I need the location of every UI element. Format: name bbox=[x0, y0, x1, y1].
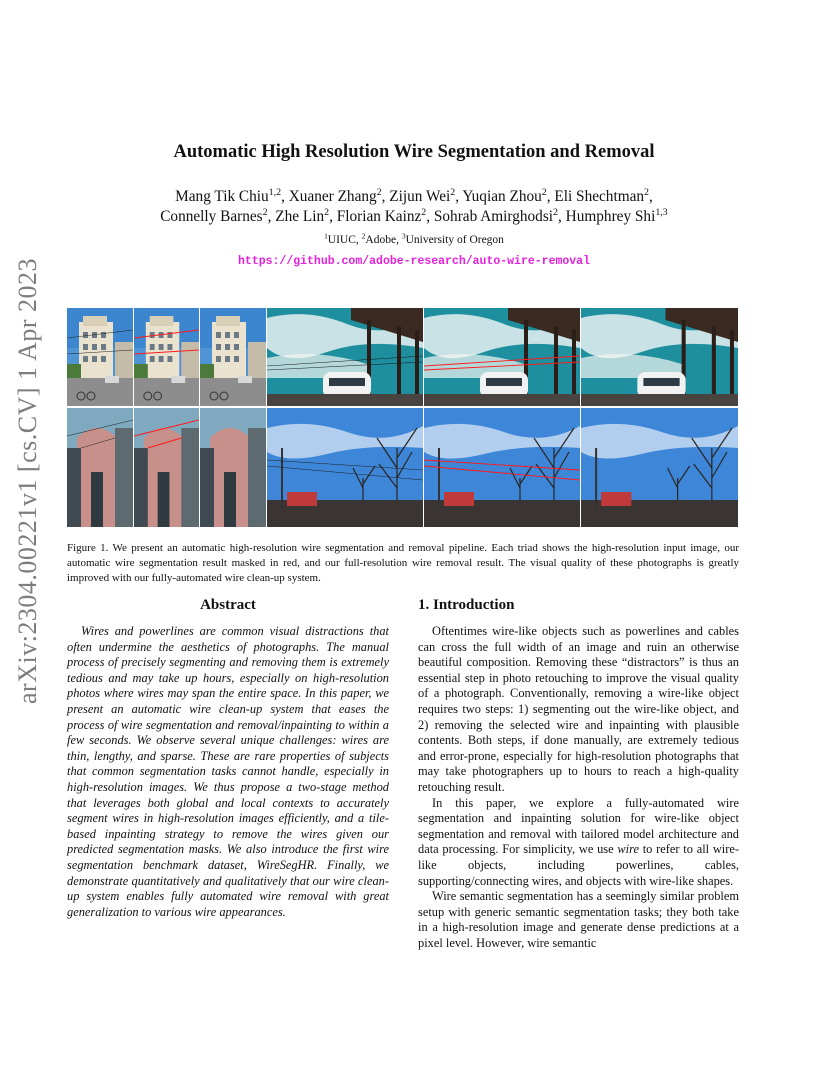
teaser-figure bbox=[67, 308, 738, 527]
author: Florian Kainz$^2$ bbox=[336, 207, 427, 225]
intro-paragraph-2: In this paper, we explore a fully-automated wire segmentation and inpainting solution for wire-like object segmentation and removal with tailored model architecture and data processing. For simplicity, we use wire to refer to all wire-like objects, including powerlines, cables, supporting/connecting wires, and objects with wire-like shapes. bbox=[418, 795, 739, 888]
introduction-body bbox=[418, 624, 739, 951]
repository-link[interactable]: https://github.com/adobe-research/auto-wire-removal bbox=[238, 255, 590, 268]
abstract-heading: Abstract bbox=[200, 597, 256, 613]
author: Sohrab Amirghodsi$^2$ bbox=[433, 207, 559, 225]
train-removal-photo bbox=[581, 308, 738, 406]
author: Zijun Wei$^2$ bbox=[389, 187, 456, 205]
trees-mask-photo bbox=[424, 408, 580, 527]
building-mask-photo bbox=[134, 308, 199, 406]
pink-sky-removal-photo bbox=[200, 408, 266, 527]
author: Mang Tik Chiu$^{1,2}$ bbox=[175, 187, 282, 205]
figure-caption: Figure 1. We present an automatic high-resolution wire segmentation and removal pipeline. Each triad shows the high-resolution input image, our automatic wire segmentation result masked in red, and our full-resolution wire removal result. The visual quality of these photographs is greatly improved with our fully-automated wire clean-up system. bbox=[67, 542, 739, 584]
intro-paragraph-1: Oftentimes wire-like objects such as powerlines and cables can cross the full width of an image and ruin an otherwise beautiful composition. Removing these “distractors” is thus an essential step in photo retouching to improve the visual quality of a photograph. Conventionally, removing a wire-like object requires two steps: 1) segmenting out the wire-like object, and 2) removing the selected wire and inpainting with plausible contents. Both steps, if done manually, are extremely tedious and error-prone, especially for high-resolution photographs that may take photographers up to hours to reach a high-quality retouching result. bbox=[418, 624, 739, 794]
trees-input-photo bbox=[267, 408, 423, 527]
author: Humphrey Shi$^{1,3}$ bbox=[565, 207, 668, 225]
building-input-photo bbox=[67, 308, 133, 406]
pink-sky-mask-photo bbox=[134, 408, 199, 527]
affiliation-list: $^1$UIUC, $^2$Adobe, $^3$University of Oregon bbox=[324, 231, 504, 246]
building-removal-photo bbox=[200, 308, 266, 406]
introduction-heading: 1. Introduction bbox=[418, 597, 515, 613]
arxiv-identifier-stamp: arXiv:2304.00221v1 [cs.CV] 1 Apr 2023 bbox=[13, 258, 42, 705]
trees-removal-photo bbox=[581, 408, 738, 527]
train-input-photo bbox=[267, 308, 423, 406]
paper-title: Automatic High Resolution Wire Segmentation and Removal bbox=[173, 142, 655, 162]
author: Xuaner Zhang$^2$ bbox=[288, 187, 382, 205]
intro-paragraph-3: Wire semantic segmentation has a seemingly similar problem setup with generic semantic segmentation tasks; they both take in a high-resolution image and generate dense predictions at a pixel level. However, wire semantic bbox=[418, 889, 739, 950]
train-mask-photo bbox=[424, 308, 580, 406]
pink-sky-input-photo bbox=[67, 408, 133, 527]
author: Eli Shechtman$^2$ bbox=[554, 187, 649, 205]
abstract-text: Wires and powerlines are common visual distractions that often undermine the aesthetics of photographs. The manual process of precisely segmenting and removing them is extremely tedious and may take up hours, especially on high-resolution photos where wires may span the entire space. In this paper, we present an automatic wire clean-up system that eases the process of wire segmentation and removal/inpainting to within a few seconds. We observe several unique challenges: wires are thin, lengthy, and sparse. These are rare properties of subjects that common segmentation tasks cannot handle, especially in high-resolution images. We thus propose a two-stage method that leverages both global and local contexts to accurately segment wires in high-resolution images efficiently, and a tile-based inpainting strategy to remove the wires given our predicted segmentation masks. We also introduce the first wire segmentation benchmark dataset, WireSegHR. Finally, we demonstrate quantitatively and qualitatively that our wire clean-up system enables fully automated wire removal with great generalization to various wire appearances. bbox=[67, 624, 389, 919]
author: Zhe Lin$^2$ bbox=[275, 207, 330, 225]
author: Connelly Barnes$^2$ bbox=[160, 207, 268, 225]
author-list: Mang Tik Chiu$^{1,2}$, Xuaner Zhang$^2$, Zijun Wei$^2$, Yuqian Zhou$^2$, Eli Shechtman$^2$, Connelly Barnes$^2$, Zhe Lin$^2$, Florian Kainz$^2$, Sohrab Amirghodsi$^2$, Humphrey Shi$^{1,3}$ bbox=[160, 187, 668, 225]
author: Yuqian Zhou$^2$ bbox=[462, 187, 547, 205]
